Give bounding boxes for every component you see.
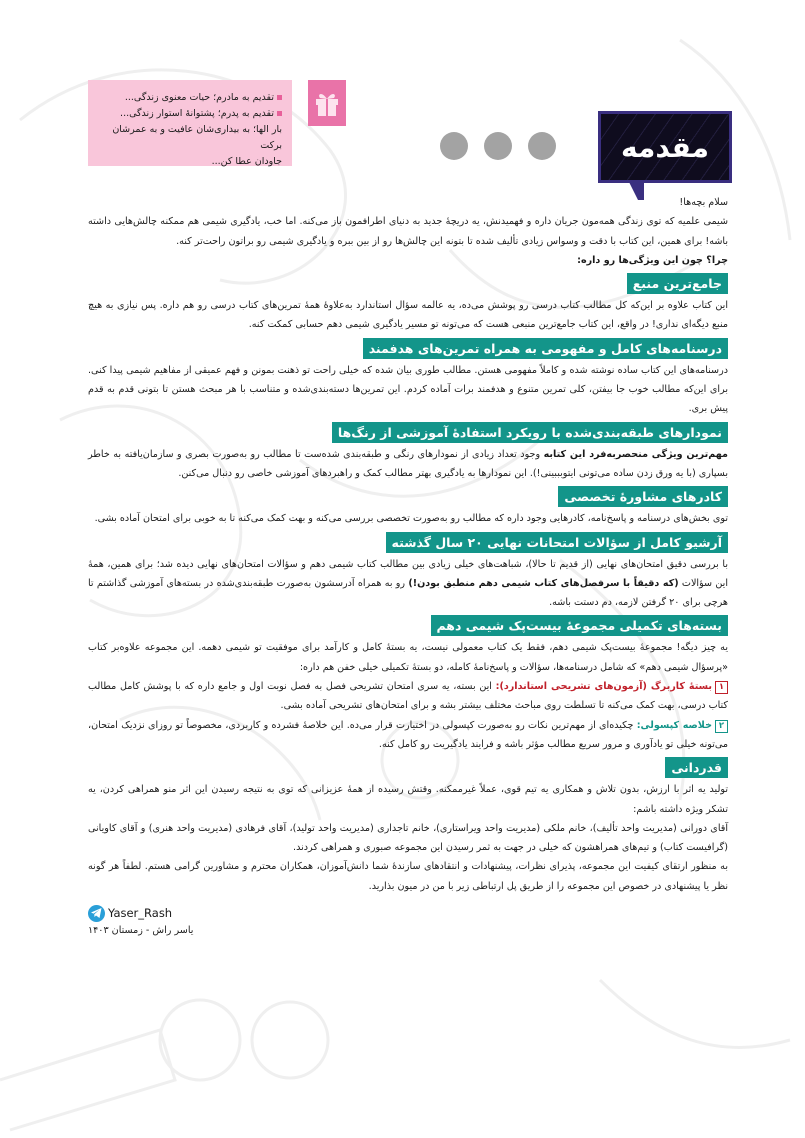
intro-question: چرا؟ چون این ویژگی‌ها رو داره: <box>577 254 728 266</box>
intro-paragraph: شیمی علمیه که توی زندگی همه‌مون جریان داره و فهمیدنش، یه دریچهٔ جدید به دنیای اطرافمون باز می‌کنه. اما خب، یادگیری شیمی هم ممکنه چالش‌هایی داشته باشه! برای همین، این کتاب با دقت و وسواس زیادی تألیف شده تا بتونه این چالش‌ها رو از بین ببره و یادگیری شیمی رو براتون راحت‌تر کنه. <box>88 216 728 247</box>
gift-icon <box>308 80 346 126</box>
highlight-text: مهم‌ترین ویژگی منحصربه‌فرد این کتابه <box>543 448 728 460</box>
package-item <box>88 677 728 716</box>
section-heading: درسنامه‌های کامل و مفهومی به همراه تمرین‌های هدفمند <box>363 338 728 359</box>
package-item <box>88 716 728 755</box>
dot-icon <box>528 132 556 160</box>
section-text: درسنامه‌های این کتاب ساده نوشته شده و کاملاً مفهومی هستن. مطالب طوری بیان شده که خیلی راحت تو ذهنت بمونن و فهم عمیقی از مفاهیم شیمی پیدا کنی. برای این‌که مطالب خوب جا بیفتن، کلی تمرین متنوع و هدفمند برات آماده کردم. این تمرین‌ها دسته‌بندی‌شده و متناسب با هر مبحث هستن تا بتونی قدم به قدم پیش بری. <box>88 364 728 415</box>
section-text <box>88 445 728 484</box>
telegram-contact[interactable] <box>88 904 728 922</box>
section-heading: بسته‌های تکمیلی مجموعهٔ بیست‌پک شیمی دهم <box>431 615 729 636</box>
item-text: چکیده‌ای از مهم‌ترین نکات رو به‌صورت کپسولی در اختیارت قرار می‌ده. این خلاصهٔ فشرده و کاربردی، مخصوصاً تو روزای نزدیک امتحان، می‌تونه خیلی تو یادآوری و مرور سریع مطالب مؤثر باشه و فرایند یادگیریت رو کامل کنه. <box>88 719 728 750</box>
page-title-box <box>598 111 732 183</box>
body-text: با بررسی دقیق امتحان‌های نهایی (از قدیم تا حالا)، شباهت‌های خیلی زیادی بین مطالب کتاب شیمی دهم و سؤالات امتحان‌های نهایی دیده شد؛ برای همین، همهٔ این سؤالات <box>88 558 728 589</box>
telegram-handle: Yaser_Rash <box>108 906 173 921</box>
section-text: این کتاب علاوه بر این‌که کل مطالب کتاب درسی رو پوشش می‌ده، یه عالمه سؤال استاندارد به‌علاوهٔ همهٔ تمرین‌های کتاب درسی رو هم داره. پس نیازی به هیچ منبع دیگه‌ای نداری! در واقع، این کتاب جامع‌ترین منبعی هست که می‌تونه تو مسیر یادگیری شیمی دهم حسابی کمکت کنه. <box>88 300 728 331</box>
section-heading: آرشیو کامل از سؤالات امتحانات نهایی ۲۰ سال گذشته <box>386 532 728 553</box>
page-title: مقدمه <box>621 130 709 164</box>
section-heading: نمودارهای طبقه‌بندی‌شده با رویکرد استفادهٔ آموزشی از رنگ‌ها <box>332 422 728 443</box>
dedication-line <box>94 90 282 106</box>
section-text: توی بخش‌های درسنامه و پاسخ‌نامه، کادرهایی وجود داره که مطالب رو به‌صورت تخصصی بررسی می‌کنه و بهت کمک می‌کنه تا به خوبی برای امتحان آماده بشی. <box>94 513 728 525</box>
section-heading: قدردانی <box>665 757 728 778</box>
footer <box>88 904 728 940</box>
item-label: خلاصه کپسولی: <box>636 719 712 731</box>
dedication-box <box>88 80 292 166</box>
section-text: به منظور ارتقای کیفیت این مجموعه، پذیرای نظرات، پیشنهادات و انتقادهای سازندهٔ شما دانش‌آموزان، همکاران محترم و مشاورین گرامی هستم. لطفاً هر گونه نظر یا پیشنهادی در خصوص این مجموعه را از طریق پل ارتباطی زیر با من در میون بذارید. <box>88 861 728 892</box>
greeting: سلام بچه‌ها! <box>679 197 728 208</box>
dedication-line: بار الها؛ به بیداری‌شان عافیت و به عمرشان برکت <box>112 124 282 151</box>
item-text: این بسته، یه سری امتحان تشریحی فصل به فصل نوبت اول و جامع داره که با پوشش کامل مطالب کتاب درسی، بهت کمک می‌کنه تا تسلطت روی مباحث مختلف بیشتر بشه و برای امتحان‌های تشریحی آماده بشی. <box>88 681 728 712</box>
bullet-square-icon <box>277 95 282 100</box>
decorative-dots <box>440 132 556 160</box>
body-text: رو به همراه آدرسشون به‌صورت طبقه‌بندی‌شده در بسته‌های آموزشی گذاشتم تا هرچی برای ۲۰ گرفتن لازمه، دم دستت باشه. <box>88 577 728 609</box>
section-text: تولید یه اثر با ارزش، بدون تلاش و همکاری یه تیم قوی، عملاً غیرممکنه. وقتش رسیده از همهٔ عزیزانی که توی به نتیجه رسیدن این اثر منو همراهی کردن، یه تشکر ویژه داشته باشم: <box>88 784 728 815</box>
dot-icon <box>484 132 512 160</box>
author-signature: یاسر راش - زمستان ۱۴۰۳ <box>88 925 194 937</box>
dedication-text: تقدیم به پدرم؛ پشتوانهٔ استوار زندگی... <box>120 108 274 119</box>
body-text: وجود تعداد زیادی از نمودارهای رنگی و طبقه‌بندی شده‌ست تا مطالب رو به‌صورت بصری و سازمان‌یافته به خاطر بسپاری (با یه ورق زدن ساده می‌تونی ایتوبببینی!). این نمودارها به یادگیری بهتر مطالب کمک و راهبردهای آموزشی خاصی رو دنبال می‌کنن. <box>88 448 728 479</box>
item-number: ۱ <box>715 681 728 694</box>
section-text <box>88 555 728 613</box>
content <box>88 193 728 940</box>
item-label: بستهٔ کاربرگ (آزمون‌های تشریحی استاندارد): <box>495 681 712 693</box>
dedication-text: تقدیم به مادرم؛ حیات معنوی زندگی... <box>124 92 274 103</box>
item-number: ۲ <box>715 720 728 733</box>
telegram-icon <box>88 905 105 922</box>
bullet-square-icon <box>277 111 282 116</box>
dedication-line <box>94 106 282 122</box>
section-text: یه چیز دیگه! مجموعهٔ بیست‌پک شیمی دهم، فقط یک کتاب معمولی نیست، یه بستهٔ کامل و کارآمد برای موفقیت تو شیمی دهمه. این مجموعه علاوه‌بر کتاب «پرسؤال شیمی دهم» که شامل درسنامه‌ها، سؤالات و پاسخ‌نامهٔ کامله، دو بستهٔ تکمیلی خیلی خفن هم داره: <box>88 642 728 673</box>
section-text: آقای دورانی (مدیریت واحد تألیف)، خانم ملکی (مدیریت واحد ویراستاری)، خانم تاجداری (مدیریت واحد تولید)، آقای فرهادی (مدیریت واحد هنری) و آقای کاویانی (گرافیست کتاب) و تیم‌های همراهشون که خیلی در جهت به ثمر رسیدن این مجموعه صبوری و همراهی کردند. <box>88 822 728 854</box>
dedication-line: جاودان عطا کن... <box>211 156 282 167</box>
dot-icon <box>440 132 468 160</box>
section-heading: کادرهای مشاورهٔ تخصصی <box>558 486 728 507</box>
section-heading: جامع‌ترین منبع <box>627 273 728 294</box>
highlight-text: (که دقیقاً با سرفصل‌های کتاب شیمی دهم منطبق بودن!) <box>408 577 679 589</box>
